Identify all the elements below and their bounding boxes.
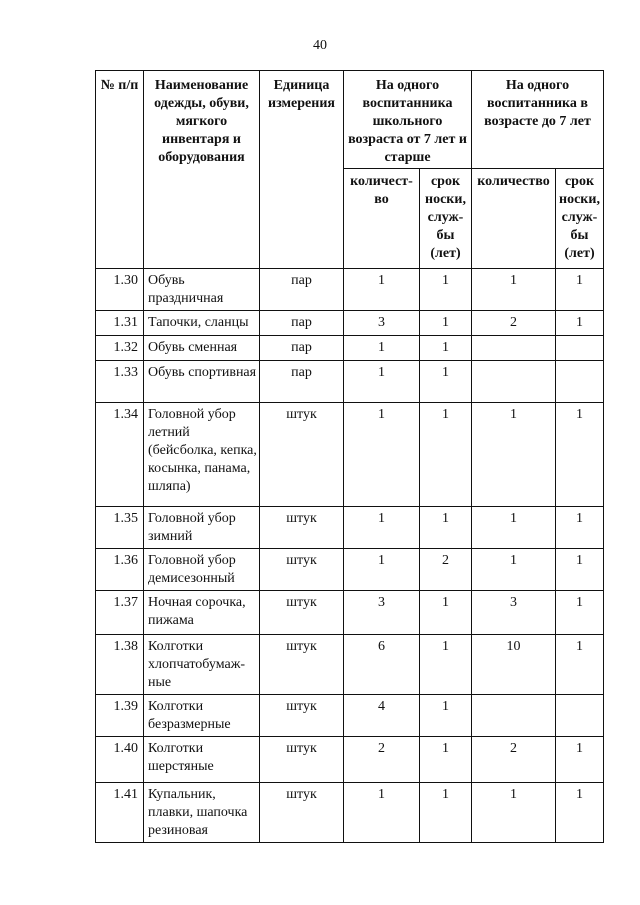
table-row (96, 635, 604, 695)
table-row (96, 695, 604, 737)
under7-quantity-cell (472, 361, 556, 403)
item-name: Купальник, плавки, шапочка резиновая (144, 783, 260, 843)
row-number: 1.30 (96, 269, 144, 311)
unit-cell: пар (260, 311, 344, 336)
item-name: Обувь праздничная (144, 269, 260, 311)
school-term-cell: 1 (420, 361, 472, 403)
under7-term-cell: 1 (556, 783, 604, 843)
item-name: Обувь сменная (144, 336, 260, 361)
unit-cell: штук (260, 695, 344, 737)
item-name: Тапочки, сланцы (144, 311, 260, 336)
item-name: Колготки хлопчатобумаж-ные (144, 635, 260, 695)
school-term-cell: 1 (420, 507, 472, 549)
under7-quantity-cell: 1 (472, 507, 556, 549)
school-quantity-cell: 4 (344, 695, 420, 737)
school-term-cell: 1 (420, 311, 472, 336)
table-row (96, 591, 604, 635)
under7-term-cell: 1 (556, 549, 604, 591)
under7-term-cell: 1 (556, 403, 604, 507)
under7-term-cell: 1 (556, 635, 604, 695)
school-quantity-cell: 1 (344, 269, 420, 311)
table-row (96, 269, 604, 311)
unit-cell: пар (260, 361, 344, 403)
under7-term-cell (556, 361, 604, 403)
row-number: 1.38 (96, 635, 144, 695)
school-term-cell: 2 (420, 549, 472, 591)
header-school-term: срок носки, служ-бы (лет) (420, 169, 472, 269)
item-name: Головной убор летний (бейсболка, кепка, косынка, панама, шляпа) (144, 403, 260, 507)
unit-cell: пар (260, 336, 344, 361)
unit-cell: штук (260, 737, 344, 783)
norms-table (95, 70, 604, 843)
unit-cell: штук (260, 507, 344, 549)
row-number: 1.40 (96, 737, 144, 783)
under7-term-cell: 1 (556, 591, 604, 635)
under7-term-cell: 1 (556, 737, 604, 783)
school-term-cell: 1 (420, 737, 472, 783)
header-school-quantity: количест-во (344, 169, 420, 269)
header-unit: Единица измерения (260, 71, 344, 269)
school-term-cell: 1 (420, 695, 472, 737)
under7-quantity-cell (472, 695, 556, 737)
row-number: 1.36 (96, 549, 144, 591)
school-quantity-cell: 1 (344, 783, 420, 843)
under7-term-cell: 1 (556, 507, 604, 549)
unit-cell: пар (260, 269, 344, 311)
under7-quantity-cell: 2 (472, 311, 556, 336)
unit-cell: штук (260, 549, 344, 591)
under7-quantity-cell: 1 (472, 269, 556, 311)
header-under-7: На одного воспитанника в возрасте до 7 лет (472, 71, 604, 169)
row-number: 1.41 (96, 783, 144, 843)
school-quantity-cell: 1 (344, 361, 420, 403)
table-row (96, 336, 604, 361)
under7-term-cell (556, 336, 604, 361)
header-num: № п/п (96, 71, 144, 269)
item-name: Колготки безразмерные (144, 695, 260, 737)
under7-quantity-cell (472, 336, 556, 361)
unit-cell: штук (260, 591, 344, 635)
school-term-cell: 1 (420, 403, 472, 507)
row-number: 1.33 (96, 361, 144, 403)
header-name: Наименование одежды, обуви, мягкого инвентаря и оборудования (144, 71, 260, 269)
item-name: Обувь спортивная (144, 361, 260, 403)
table-row (96, 507, 604, 549)
header-under7-term: срок носки, служ-бы (лет) (556, 169, 604, 269)
under7-term-cell (556, 695, 604, 737)
under7-term-cell: 1 (556, 269, 604, 311)
school-term-cell: 1 (420, 591, 472, 635)
unit-cell: штук (260, 635, 344, 695)
item-name: Колготки шерстяные (144, 737, 260, 783)
school-term-cell: 1 (420, 635, 472, 695)
header-school-age: На одного воспитанника школьного возраста от 7 лет и старше (344, 71, 472, 169)
table-row (96, 361, 604, 403)
school-quantity-cell: 2 (344, 737, 420, 783)
item-name: Головной убор демисезонный (144, 549, 260, 591)
unit-cell: штук (260, 783, 344, 843)
row-number: 1.39 (96, 695, 144, 737)
item-name: Головной убор зимний (144, 507, 260, 549)
table-row (96, 403, 604, 507)
under7-quantity-cell: 3 (472, 591, 556, 635)
row-number: 1.35 (96, 507, 144, 549)
table-row (96, 311, 604, 336)
school-quantity-cell: 1 (344, 403, 420, 507)
school-term-cell: 1 (420, 269, 472, 311)
row-number: 1.34 (96, 403, 144, 507)
school-term-cell: 1 (420, 783, 472, 843)
under7-quantity-cell: 1 (472, 403, 556, 507)
school-quantity-cell: 1 (344, 507, 420, 549)
school-term-cell: 1 (420, 336, 472, 361)
header-under7-quantity: количество (472, 169, 556, 269)
school-quantity-cell: 1 (344, 336, 420, 361)
page-number: 40 (313, 38, 327, 53)
under7-quantity-cell: 1 (472, 783, 556, 843)
unit-cell: штук (260, 403, 344, 507)
school-quantity-cell: 1 (344, 549, 420, 591)
table-row (96, 783, 604, 843)
row-number: 1.37 (96, 591, 144, 635)
under7-quantity-cell: 10 (472, 635, 556, 695)
under7-quantity-cell: 1 (472, 549, 556, 591)
school-quantity-cell: 6 (344, 635, 420, 695)
under7-term-cell: 1 (556, 311, 604, 336)
school-quantity-cell: 3 (344, 591, 420, 635)
under7-quantity-cell: 2 (472, 737, 556, 783)
item-name: Ночная сорочка, пижама (144, 591, 260, 635)
school-quantity-cell: 3 (344, 311, 420, 336)
row-number: 1.32 (96, 336, 144, 361)
table-row (96, 737, 604, 783)
row-number: 1.31 (96, 311, 144, 336)
table-row (96, 549, 604, 591)
